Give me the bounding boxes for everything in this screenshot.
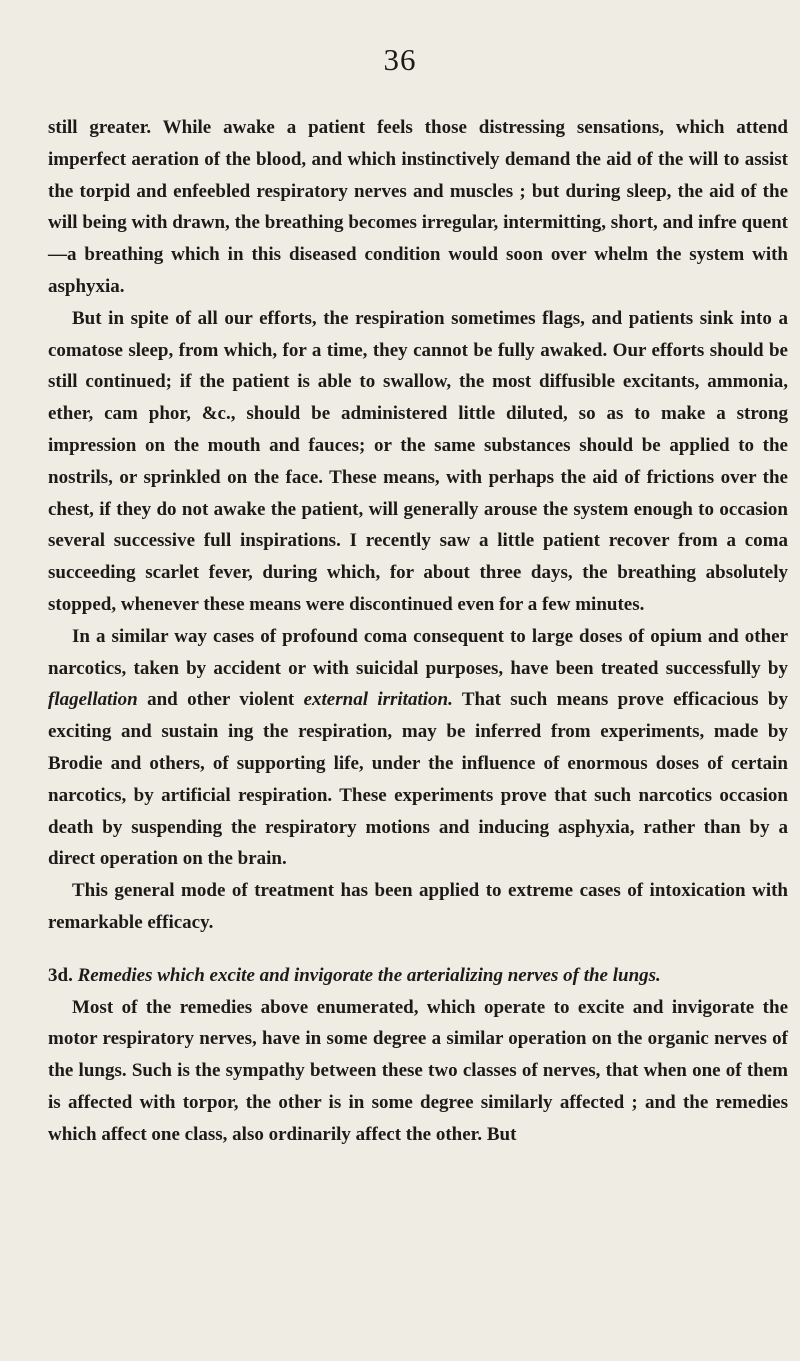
italic-term: external irritation. xyxy=(303,689,453,711)
text-run: This general mode of treatment has been applied to extreme cases of intoxication with remarkable efficacy. xyxy=(48,880,788,933)
text-run: and other violent xyxy=(137,689,304,711)
text-run: That such means prove efficacious by exciting and sustain ing the respiration, may be inferred from experiments, made by Brodie and others, of supporting life, under the influence of enormous doses of certain narcotics, by artificial respiration. These experiments prove that such narcotics occasion death by suspending the respiratory motions and inducing asphyxia, rather than by a direct operation on the brain. xyxy=(48,689,789,870)
paragraph xyxy=(48,621,788,875)
page-number: 36 xyxy=(383,42,417,77)
text-run: Most of the remedies above enumerated, which operate to excite and invigorate the motor respiratory nerves, have in some degree a similar operation on the organic nerves of the lungs. Such is the sympathy between these two classes of nerves, that when one of them is affected with torpor, the other is in some degree similarly affected ; and the remedies which affect one class, also ordinarily affect the other. But xyxy=(48,996,788,1145)
text-run: still greater. While awake a patient feels those distressing sensations, which attend imperfect aeration of the blood, and which instinctively demand the aid of the will to assist the torpid and enfeebled respiratory nerves and muscles ; but during sleep, the aid of the will being with drawn, the breathing becomes irregular, intermitting, short, and infre quent—a breathing which in this diseased condition would soon over whelm the system with asphyxia. xyxy=(48,117,788,297)
text-run: But in spite of all our efforts, the respiration sometimes flags, and patients sink into a comatose sleep, from which, for a time, they cannot be fully awaked. Our efforts should be still continued; if the patient is able to swallow, the most diffusible excitants, ammonia, ether, cam phor, &c., should be administered little diluted, so as to make a strong impression on the mouth and fauces; or the same substances should be applied to the nostrils, or sprinkled on the face. These means, with perhaps the aid of frictions over the chest, if they do not awake the patient, will generally arouse the system enough to occasion several successive full inspirations. I recently saw a little patient recover from a coma succeeding scarlet fever, during which, for about three days, the breathing absolutely stopped, whenever these means were discontinued even for a few minutes. xyxy=(48,307,788,615)
section-heading xyxy=(48,960,788,992)
section-title: Remedies which excite and invigorate the arterializing nerves of the lungs. xyxy=(77,964,661,986)
paragraph xyxy=(48,303,788,621)
paragraph-continued xyxy=(48,112,788,303)
section-number: 3d. xyxy=(48,964,78,986)
body-text xyxy=(48,112,788,1151)
paragraph xyxy=(48,992,788,1151)
italic-term: flagellation xyxy=(48,689,138,711)
paragraph xyxy=(48,875,788,939)
text-run: In a similar way cases of profound coma consequent to large doses of opium and other narcotics, taken by accident or with suicidal purposes, have been treated successfully by xyxy=(48,625,788,679)
